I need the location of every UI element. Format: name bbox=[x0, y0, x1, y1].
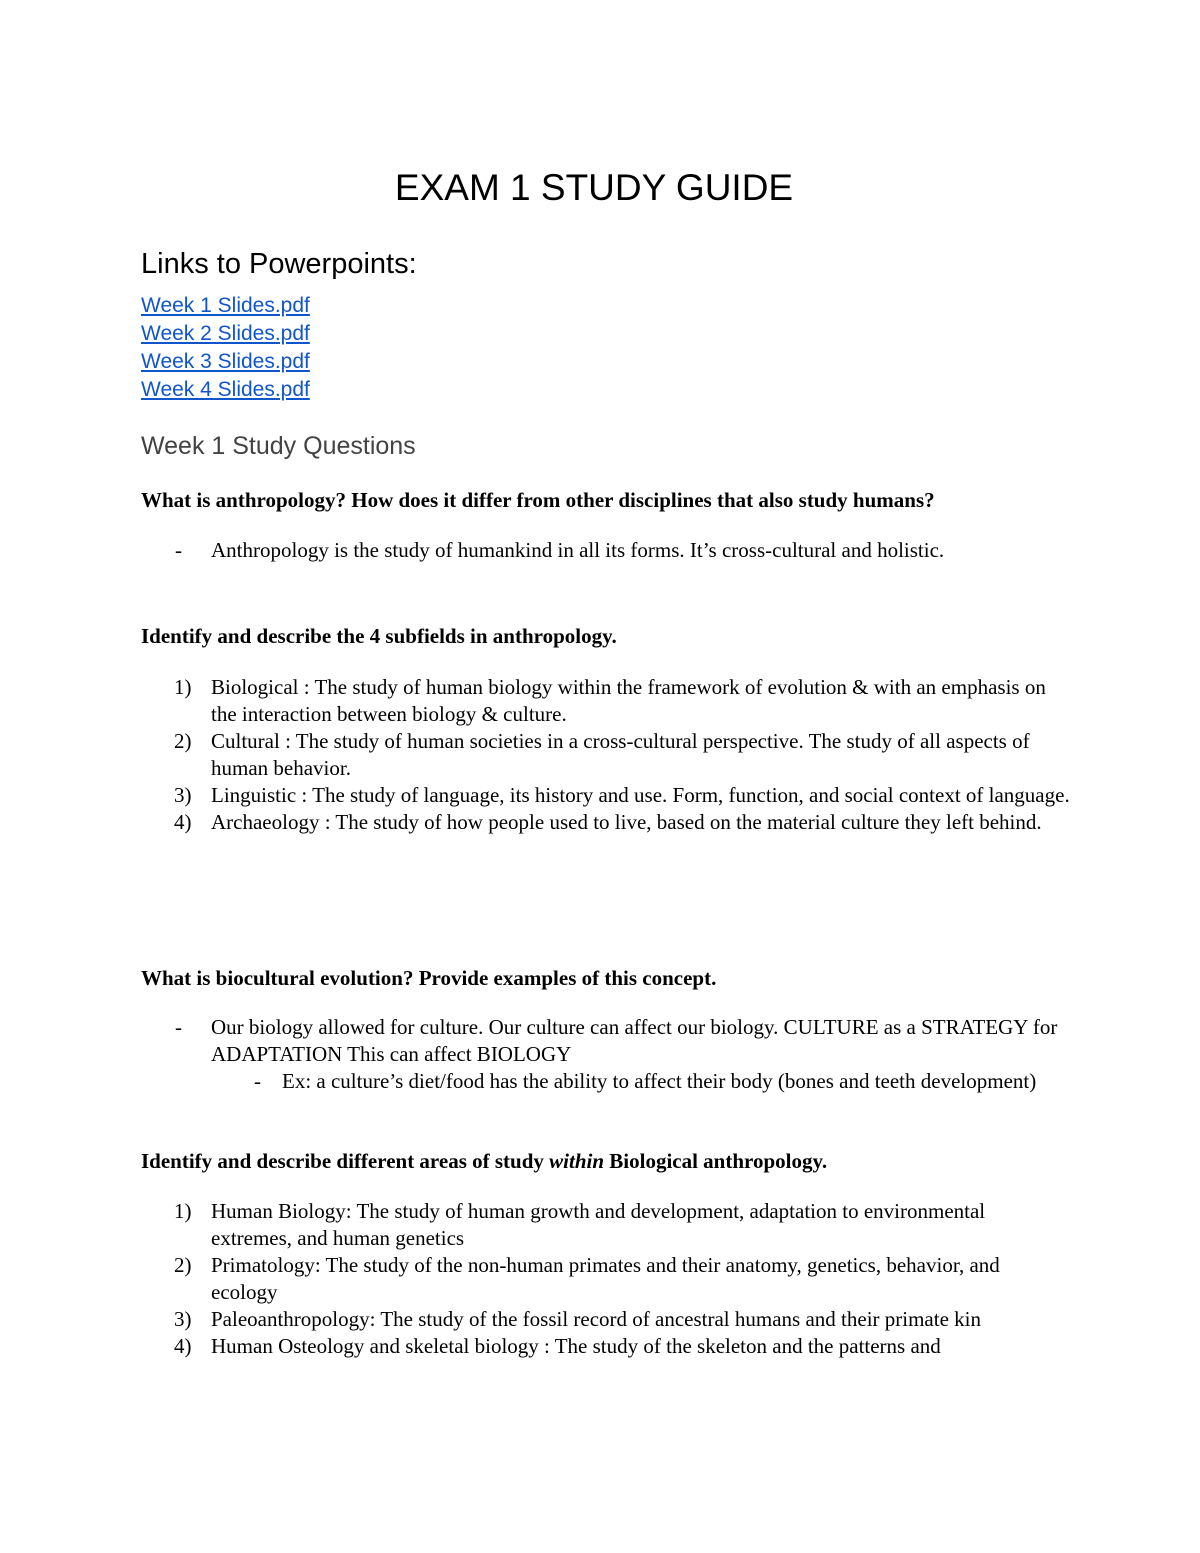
list-marker: - bbox=[175, 1015, 182, 1039]
list-item bbox=[0, 1198, 1071, 1252]
list-item-text: Paleoanthropology: The study of the fossil record of ancestral humans and their primate kin bbox=[211, 1307, 981, 1331]
list-item-text: Human Osteology and skeletal biology : The study of the skeleton and the patterns and bbox=[211, 1334, 941, 1358]
powerpoint-links bbox=[141, 292, 310, 404]
answer-list-biocultural bbox=[0, 1014, 1200, 1095]
list-item bbox=[0, 782, 1071, 809]
links-heading: Links to Powerpoints: bbox=[141, 248, 417, 280]
link-week-3-slides[interactable]: Week 3 Slides.pdf bbox=[141, 350, 310, 373]
list-item bbox=[0, 1333, 1071, 1360]
list-item-text: Human Biology: The study of human growth and development, adaptation to environmental extremes, and human genetics bbox=[211, 1199, 986, 1250]
list-item-text: Linguistic : The study of language, its history and use. Form, function, and social context of language. bbox=[211, 783, 1070, 807]
list-item-text: Cultural : The study of human societies in a cross-cultural perspective. The study of all aspects of human behavior. bbox=[211, 729, 1030, 780]
question-biocultural-evolution: What is biocultural evolution? Provide examples of this concept. bbox=[141, 966, 717, 990]
list-marker: 2) bbox=[174, 729, 192, 753]
list-marker: 4) bbox=[174, 810, 192, 834]
list-item bbox=[0, 537, 1071, 564]
list-marker: 2) bbox=[174, 1253, 192, 1277]
list-marker: - bbox=[175, 538, 182, 562]
list-item-text: Biological : The study of human biology within the framework of evolution & with an emphasis on the interaction between biology & culture. bbox=[211, 675, 1046, 726]
list-item bbox=[0, 1252, 1071, 1306]
page-title: EXAM 1 STUDY GUIDE bbox=[394, 167, 794, 208]
link-week-2-slides[interactable]: Week 2 Slides.pdf bbox=[141, 322, 310, 345]
list-item-text: Anthropology is the study of humankind in all its forms. It’s cross-cultural and holistic. bbox=[211, 538, 945, 562]
answer-list-subfields bbox=[0, 674, 1200, 836]
question-emphasis: within bbox=[549, 1149, 605, 1173]
link-week-1-slides[interactable]: Week 1 Slides.pdf bbox=[141, 294, 310, 317]
question-subfields: Identify and describe the 4 subfields in anthropology. bbox=[141, 624, 617, 648]
list-item-nested bbox=[0, 1068, 1071, 1095]
list-item-text: Archaeology : The study of how people used to live, based on the material culture they left behind. bbox=[211, 810, 1042, 834]
question-anthropology: What is anthropology? How does it differ from other disciplines that also study humans? bbox=[141, 488, 935, 512]
list-marker: 4) bbox=[174, 1334, 192, 1358]
list-marker: 3) bbox=[174, 783, 192, 807]
list-marker: - bbox=[254, 1069, 261, 1093]
list-item-text: Ex: a culture’s diet/food has the ability to affect their body (bones and teeth development) bbox=[282, 1069, 1037, 1093]
question-biological-areas bbox=[141, 1147, 827, 1175]
list-item bbox=[0, 1306, 1071, 1333]
list-marker: 3) bbox=[174, 1307, 192, 1331]
list-marker: 1) bbox=[174, 675, 192, 699]
list-marker: 1) bbox=[174, 1199, 192, 1223]
list-item bbox=[0, 674, 1071, 728]
question-text-part: Identify and describe different areas of study bbox=[141, 1149, 550, 1173]
question-text-part: Biological anthropology. bbox=[604, 1149, 828, 1173]
list-item bbox=[0, 728, 1071, 782]
list-item bbox=[0, 1014, 1071, 1068]
answer-list-anthropology bbox=[0, 537, 1200, 564]
link-week-4-slides[interactable]: Week 4 Slides.pdf bbox=[141, 378, 310, 401]
list-item bbox=[0, 809, 1071, 836]
list-item-text: Primatology: The study of the non-human primates and their anatomy, genetics, behavior, and ecology bbox=[211, 1253, 1000, 1304]
answer-list-biological-areas bbox=[0, 1198, 1200, 1360]
week1-heading: Week 1 Study Questions bbox=[141, 432, 416, 460]
list-item-text: Our biology allowed for culture. Our culture can affect our biology. CULTURE as a STRATEGY for ADAPTATION This can affect BIOLOGY bbox=[211, 1015, 1058, 1066]
